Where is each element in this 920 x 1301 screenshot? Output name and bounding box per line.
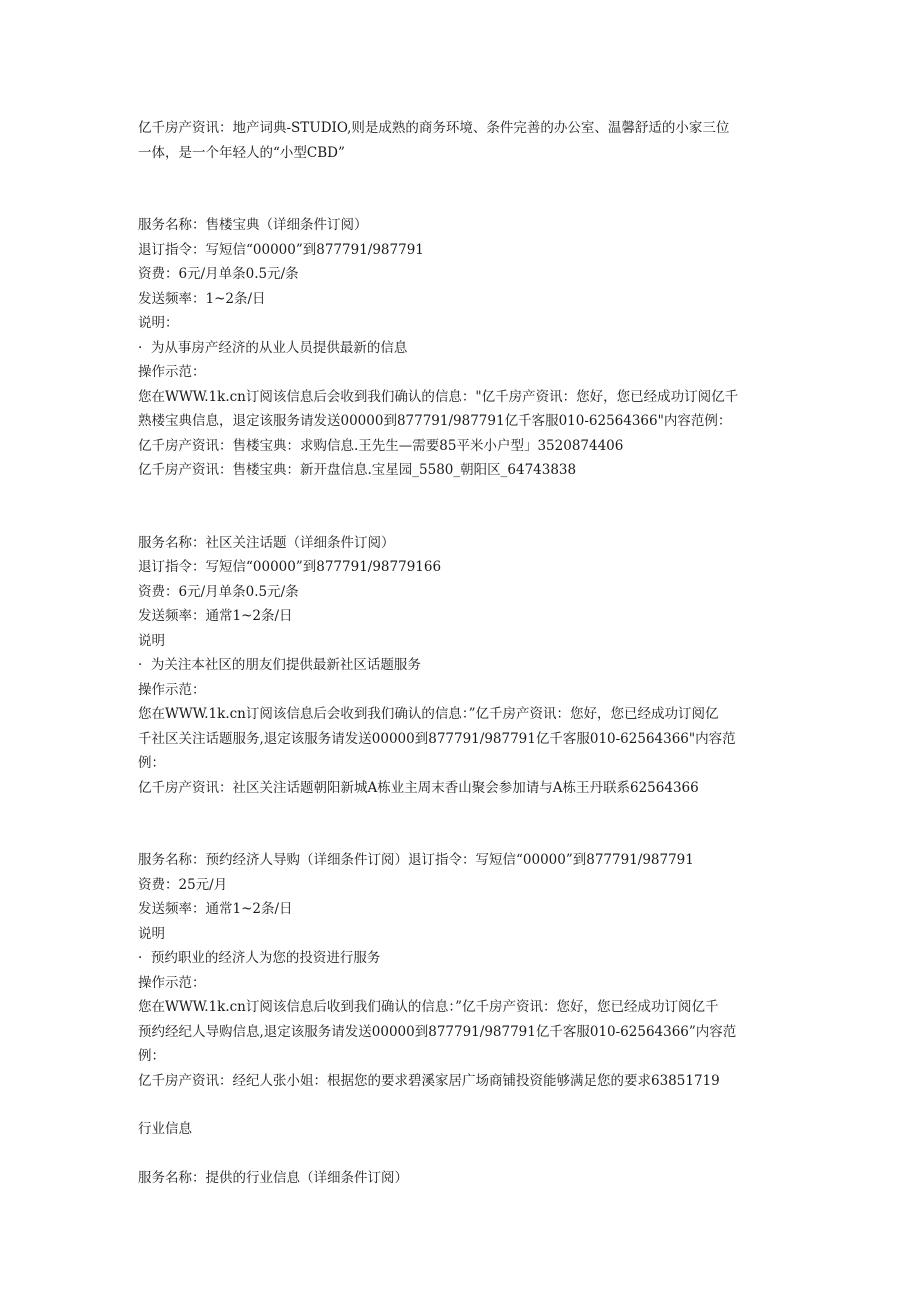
fee-text: 资费：6元/月单条0.5元/条 bbox=[138, 583, 299, 600]
example-text: 亿千房产资讯：售楼宝典：求购信息.王先生—需要85平米小户型」3520874406 bbox=[138, 437, 624, 454]
demo-text: 预约经纪人导购信息,退定该服务请发送00000到877791/987791亿千客服010-62564366”内容范 bbox=[138, 1023, 737, 1040]
demo-text: 千社区关注话题服务,退定该服务请发送00000到877791/987791亿千客服010-62564366"内容范 bbox=[138, 730, 736, 747]
demo-text: 熟楼宝典信息，退定该服务请发送00000到877791/987791亿千客服010-62564366"内容范例： bbox=[138, 413, 732, 429]
demo-label: 操作示范： bbox=[138, 364, 206, 380]
unsubscribe-command: 退订指令：写短信“00000”到877791/98779166 bbox=[138, 559, 442, 575]
service-name: 服务名称：预约经济人导购（详细条件订阅）退订指令：写短信“00000”到877791/987791 bbox=[138, 852, 694, 868]
note-label: 说明： bbox=[138, 315, 179, 331]
demo-text: 您在WWW.1k.cn订阅该信息后会收到我们确认的信息：”亿千房产资讯：您好，您已经成功订阅亿 bbox=[138, 706, 719, 722]
demo-text: 您在WWW.1k.cn订阅该信息后会收到我们确认的信息："亿千房产资讯：您好，您已经成功订阅亿千 bbox=[138, 388, 739, 405]
example-text: 亿千房产资讯：经纪人张小姐：根据您的要求碧溪家居广场商铺投资能够满足您的要求63851719 bbox=[138, 1072, 720, 1089]
demo-label: 操作示范： bbox=[138, 974, 206, 991]
frequency-text: 发送频率：通常1~2条/日 bbox=[138, 608, 293, 624]
service-name: 服务名称：社区关注话题（详细条件订阅） bbox=[138, 534, 395, 551]
example-text: 亿千房产资讯：社区关注话题朝阳新城A栋业主周末香山聚会参加请与A栋王丹联系62564366 bbox=[138, 779, 699, 796]
demo-label: 操作示范： bbox=[138, 681, 206, 698]
bullet-item: · 为从事房产经济的从业人员提供最新的信息 bbox=[138, 336, 788, 361]
service-section-community bbox=[138, 531, 788, 801]
bullet-item: · 为关注本社区的朋友们提供最新社区话题服务 bbox=[138, 653, 788, 678]
demo-text: 您在WWW.1k.cn订阅该信息后收到我们确认的信息：”亿千房产资讯：您好，您已经成功订阅亿千 bbox=[138, 999, 719, 1015]
note-label: 说明 bbox=[138, 925, 165, 942]
example-text: 亿千房产资讯：售楼宝典：新开盘信息.宝星园_5580_朝阳区_64743838 bbox=[138, 462, 577, 478]
frequency-text: 发送频率：1~2条/日 bbox=[138, 290, 266, 307]
document-page bbox=[138, 116, 788, 1190]
service-section-agent bbox=[138, 848, 788, 1093]
industry-section bbox=[138, 1117, 788, 1190]
service-section-sales bbox=[138, 213, 788, 483]
fee-text: 资费：6元/月单条0.5元/条 bbox=[138, 266, 299, 282]
section-heading: 行业信息 bbox=[138, 1121, 192, 1137]
note-label: 说明 bbox=[138, 632, 165, 649]
service-name: 服务名称：售楼宝典（详细条件订阅） bbox=[138, 217, 368, 233]
demo-text: 例： bbox=[138, 755, 165, 771]
bullet-item: · 预约职业的经济人为您的投资进行服务 bbox=[138, 946, 788, 971]
service-name: 服务名称：提供的行业信息（详细条件订阅） bbox=[138, 1169, 408, 1186]
intro-line: 一体，是一个年轻人的“小型CBD” bbox=[138, 144, 345, 161]
intro-line: 亿千房产资讯：地产词典-STUDIO,则是成熟的商务环境、条件完善的办公室、温馨舒适的小家三位 bbox=[138, 120, 730, 136]
fee-text: 资费：25元/月 bbox=[138, 876, 228, 893]
unsubscribe-command: 退订指令：写短信“00000”到877791/987791 bbox=[138, 241, 424, 258]
intro-paragraph bbox=[138, 116, 788, 165]
frequency-text: 发送频率：通常1~2条/日 bbox=[138, 901, 293, 917]
demo-text: 例： bbox=[138, 1048, 165, 1064]
